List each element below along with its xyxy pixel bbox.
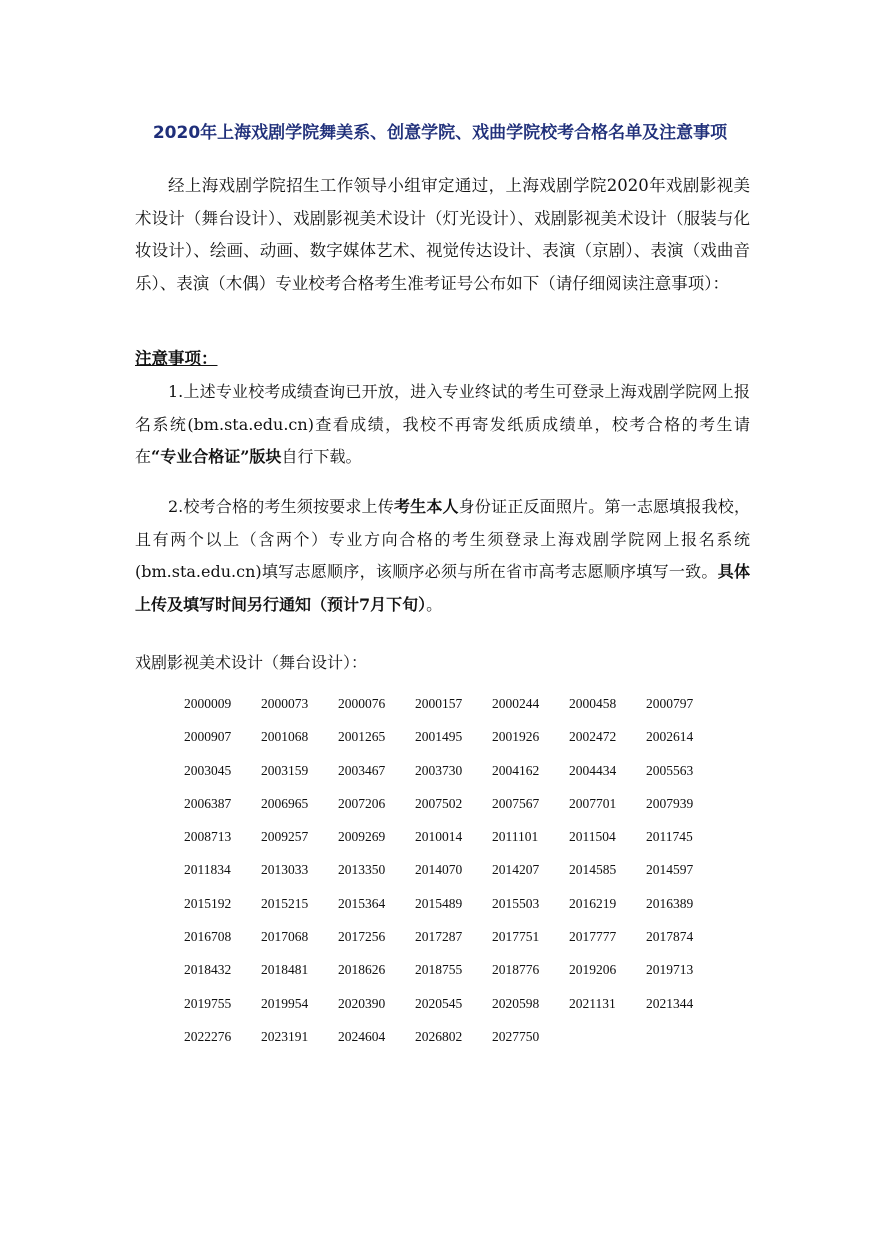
admission-id: 2017777 <box>569 929 617 945</box>
admission-id: 2022276 <box>184 1028 232 1044</box>
admission-id: 2003159 <box>261 762 309 778</box>
notice-item-2-part-a: 2.校考合格的考生须按要求上传 <box>168 497 394 516</box>
admission-id: 2016708 <box>184 929 232 945</box>
admission-id: 2000073 <box>261 696 309 711</box>
admission-id: 2020598 <box>492 995 540 1011</box>
admission-id: 2000907 <box>184 729 232 745</box>
admission-id: 2001068 <box>261 729 309 745</box>
admission-id: 2016389 <box>646 895 694 911</box>
admission-id: 2001926 <box>492 729 540 745</box>
admission-id: 2003045 <box>184 762 232 778</box>
admission-id: 2027750 <box>492 1028 540 1044</box>
admission-id: 2007567 <box>492 795 540 811</box>
admission-id: 2000244 <box>492 696 540 711</box>
admission-id: 2016219 <box>569 895 617 911</box>
admission-id: 2006387 <box>184 795 232 811</box>
admission-id: 2015215 <box>261 895 309 911</box>
admission-id: 2013350 <box>338 862 386 878</box>
admission-id: 2009257 <box>261 829 309 845</box>
admission-id: 2020390 <box>338 995 386 1011</box>
admission-id: 2019755 <box>184 995 232 1011</box>
admission-id: 2017068 <box>261 929 309 945</box>
admission-id: 2019206 <box>569 962 617 978</box>
admission-id: 2014585 <box>569 862 617 878</box>
notice-heading: 注意事项： <box>135 349 218 368</box>
notice-item-2 <box>135 491 750 621</box>
admission-id: 2018481 <box>261 962 309 978</box>
admission-id: 2003467 <box>338 762 386 778</box>
admission-id: 2001265 <box>338 729 386 745</box>
admission-id: 2000797 <box>646 696 694 711</box>
admission-id: 2018755 <box>415 962 463 978</box>
admission-id: 2010014 <box>415 829 463 845</box>
admission-id: 2011745 <box>646 829 693 845</box>
admission-id: 2017751 <box>492 929 540 945</box>
admission-id: 2018432 <box>184 962 232 978</box>
admission-id: 2020545 <box>415 995 463 1011</box>
admission-id: 2004162 <box>492 762 540 778</box>
admission-id: 2023191 <box>261 1028 309 1044</box>
admission-id: 2019954 <box>261 995 309 1011</box>
admission-id: 2006965 <box>261 795 309 811</box>
admission-id: 2017256 <box>338 929 386 945</box>
admission-id: 2017874 <box>646 929 694 945</box>
admission-id: 2014207 <box>492 862 540 878</box>
notice-item-1-text: 1.上述专业校考成绩查询已开放，进入专业终试的考生可登录上海戏剧学院网上报名系统(bm.sta.edu.cn)查看成绩，我校不再寄发纸质成绩单，校考合格的考生请在 <box>135 382 750 466</box>
admission-id: 2007502 <box>415 795 463 811</box>
admission-id: 2001495 <box>415 729 463 745</box>
notice-item-2-bold-1: 考生本人 <box>393 497 459 516</box>
admission-id: 2015364 <box>338 895 386 911</box>
admission-id: 2000009 <box>184 696 232 711</box>
admission-id-grid <box>184 692 723 1058</box>
intro-paragraph: 经上海戏剧学院招生工作领导小组审定通过，上海戏剧学院2020年戏剧影视美术设计（舞台设计）、戏剧影视美术设计（灯光设计）、戏剧影视美术设计（服装与化妆设计）、绘画、动画、数字媒体艺术、视觉传达设计、表演（京剧）、表演（戏曲音乐）、表演（木偶）专业校考合格考生准考证号公布如下（请仔细阅读注意事项）： <box>135 176 750 293</box>
admission-id: 2014597 <box>646 862 694 878</box>
admission-id: 2018776 <box>492 962 540 978</box>
admission-id: 2004434 <box>569 762 617 778</box>
admission-id: 2008713 <box>184 829 232 845</box>
admission-id: 2011101 <box>492 829 539 845</box>
notice-item-1-tail: 自行下载。 <box>281 447 362 466</box>
admission-id: 2017287 <box>415 929 463 945</box>
admission-id: 2019713 <box>646 962 694 978</box>
admission-id: 2005563 <box>646 762 694 778</box>
admission-id: 2026802 <box>415 1028 463 1044</box>
admission-id: 2007939 <box>646 795 694 811</box>
admission-id: 2015503 <box>492 895 540 911</box>
page-title: 2020年上海戏剧学院舞美系、创意学院、戏曲学院校考合格名单及注意事项 <box>152 123 728 143</box>
notice-item-2-part-c: 。 <box>426 594 443 614</box>
admission-id: 2009269 <box>338 829 386 845</box>
notice-item-2-part-b: 身份证正反面照片。第一志愿填报我校，且有两个以上（含两个）专业方向合格的考生须登录上海戏剧学院网上报名系统(bm.sta.edu.cn)填写志愿顺序，该顺序必须与所在省市高考志愿顺序填写一致。 <box>135 497 750 581</box>
admission-id: 2015489 <box>415 895 463 911</box>
admission-id: 2000458 <box>569 696 617 711</box>
admission-id: 2000157 <box>415 696 463 711</box>
admission-id: 2015192 <box>184 895 232 911</box>
admission-id: 2000076 <box>338 696 386 711</box>
notice-item-1 <box>135 376 750 474</box>
notice-item-2-bold-2: 具体上传及填写时间另行通知（预计7月下旬） <box>135 562 750 614</box>
notice-item-1-bold: “专业合格证”版块 <box>151 447 282 466</box>
admission-id: 2002614 <box>646 729 694 745</box>
admission-id: 2021131 <box>569 995 616 1011</box>
admission-id: 2003730 <box>415 762 463 778</box>
admission-id: 2011504 <box>569 829 616 845</box>
admission-id: 2018626 <box>338 962 386 978</box>
admission-id: 2011834 <box>184 862 231 878</box>
section-label: 戏剧影视美术设计（舞台设计）： <box>135 653 368 672</box>
admission-id: 2014070 <box>415 862 463 878</box>
admission-id: 2002472 <box>569 729 617 745</box>
admission-id: 2024604 <box>338 1028 386 1044</box>
admission-id: 2007701 <box>569 795 617 811</box>
admission-id: 2021344 <box>646 995 694 1011</box>
admission-id: 2007206 <box>338 795 386 811</box>
admission-id: 2013033 <box>261 862 309 878</box>
